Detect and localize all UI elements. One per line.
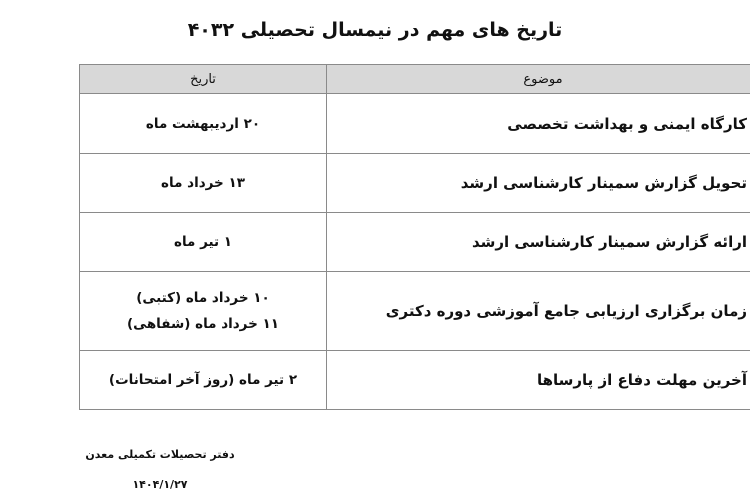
date-cell xyxy=(80,154,327,213)
table-row xyxy=(80,94,750,154)
date-text-oral: ۱۱ خرداد ماه (شفاهی) xyxy=(126,316,279,332)
topic-cell: کارگاه ایمنی و بهداشت تخصصی xyxy=(327,94,750,154)
date-cell xyxy=(80,213,327,272)
topic-cell: زمان برگزاری ارزیابی جامع آموزشی دوره دکتری xyxy=(327,272,750,351)
table-row xyxy=(80,272,750,351)
topic-cell: تحویل گزارش سمینار کارشناسی ارشد xyxy=(327,154,750,213)
important-dates-table xyxy=(79,64,750,410)
column-header-date: تاریخ xyxy=(80,65,327,94)
date-cell xyxy=(80,272,327,351)
page-title: تاریخ های مهم در نیمسال تحصیلی ۴۰۳۲ xyxy=(187,19,563,41)
table-row xyxy=(80,351,750,410)
date-text: ۲ تیر ماه (روز آخر امتحانات) xyxy=(108,372,298,388)
table-row xyxy=(80,154,750,213)
table-header-row xyxy=(80,65,750,94)
date-text: ۲۰ اردیبهشت ماه xyxy=(145,115,261,132)
topic-cell: ارائه گزارش سمینار کارشناسی ارشد xyxy=(327,213,750,272)
column-header-topic: موضوع xyxy=(327,65,750,94)
issue-date: ۱۴۰۴/۱/۲۷ xyxy=(132,478,188,491)
date-text: ۱۳ خرداد ماه xyxy=(161,175,245,191)
table-row xyxy=(80,213,750,272)
date-cell xyxy=(80,351,327,410)
topic-cell: آخرین مهلت دفاع از پارساها xyxy=(327,351,750,410)
date-cell xyxy=(80,94,327,154)
date-text: ۱ تیر ماه xyxy=(173,234,233,250)
issuing-office: دفتر تحصیلات تکمیلی معدن xyxy=(85,448,235,461)
date-text-written: ۱۰ خرداد ماه (کتبی) xyxy=(136,290,270,306)
